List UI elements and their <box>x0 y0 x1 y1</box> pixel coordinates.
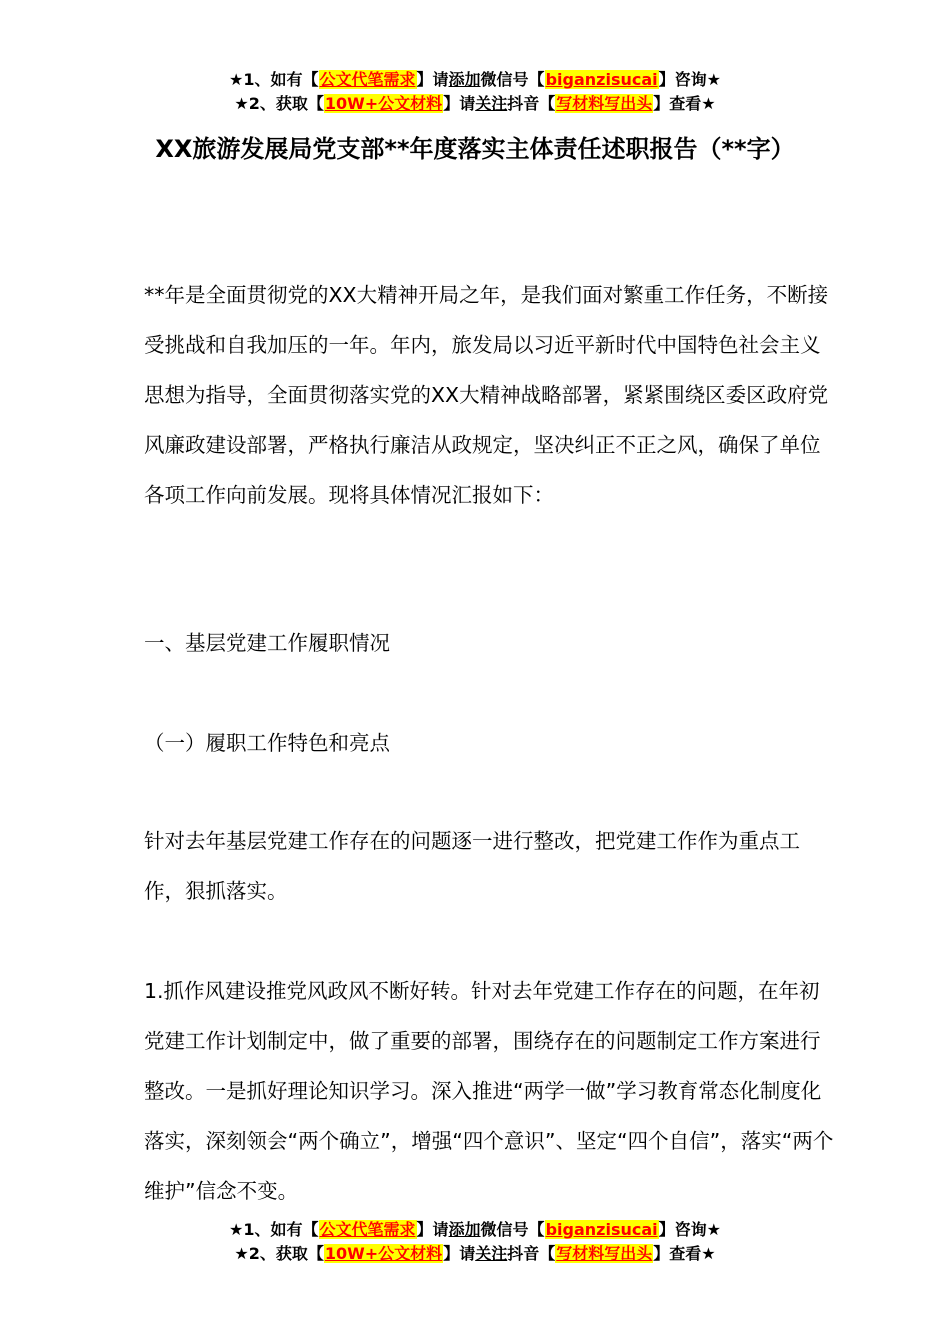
promo-text: 】咨询★ <box>658 70 721 89</box>
subsection-heading: （一）履职工作特色和亮点 <box>144 731 390 755</box>
promo-text: ★1、如有【 <box>229 70 319 89</box>
promo-text: 】查看★ <box>653 94 716 113</box>
promo-line-1 <box>0 1218 950 1242</box>
promo-line-2 <box>0 92 950 116</box>
promo-text: 抖音【 <box>507 1244 556 1263</box>
promo-text: 抖音【 <box>507 94 556 113</box>
promo-line-1 <box>0 68 950 92</box>
promo-highlight-douyin: 写材料写出头 <box>556 1244 653 1263</box>
promo-text: 】请 <box>416 70 449 89</box>
promo-underlined: 添加 <box>448 70 481 89</box>
subsection-intro-paragraph: 针对去年基层党建工作存在的问题逐一进行整改，把党建工作作为重点工作，狠抓落实。 <box>144 829 800 903</box>
promo-highlight-service: 公文代笔需求 <box>319 70 416 89</box>
document-title: XX旅游发展局党支部**年度落实主体责任述职报告（**字） <box>155 135 795 163</box>
intro-paragraph: **年是全面贯彻党的XX大精神开局之年，是我们面对繁重工作任务，不断接受挑战和自我加压的一年。年内，旅发局以习近平新时代中国特色社会主义思想为指导，全面贯彻落实党的XX大精神战略部署，紧紧围绕区委区政府党风廉政建设部署，严格执行廉洁从政规定，坚决纠正不正之风，确保了单位各项工作向前发展。现将具体情况汇报如下： <box>144 283 829 507</box>
promo-highlight-douyin: 写材料写出头 <box>556 94 653 113</box>
promo-text: 】请 <box>443 1244 476 1263</box>
promo-text: 微信号【 <box>480 1220 545 1239</box>
promo-text: 】请 <box>443 94 476 113</box>
promo-highlight-wechat-id: biganzisucai <box>545 1220 658 1239</box>
promo-text: 】查看★ <box>653 1244 716 1263</box>
promo-line-2 <box>0 1242 950 1266</box>
promo-text: ★1、如有【 <box>229 1220 319 1239</box>
promo-text: 】咨询★ <box>658 1220 721 1239</box>
section-heading: 一、基层党建工作履职情况 <box>144 631 390 655</box>
promo-highlight-service: 公文代笔需求 <box>319 1220 416 1239</box>
promo-underlined: 添加 <box>448 1220 481 1239</box>
promo-text: 微信号【 <box>480 70 545 89</box>
promo-text: ★2、获取【 <box>234 1244 324 1263</box>
item-paragraph: 1.抓作风建设推党风政风不断好转。针对去年党建工作存在的问题，在年初党建工作计划制定中，做了重要的部署，围绕存在的问题制定工作方案进行整改。一是抓好理论知识学习。深入推进“两学一做”学习教育常态化制度化落实，深刻领会“两个确立”，增强“四个意识”、坚定“四个自信”，落实“两个维护”信念不变。 <box>144 979 834 1203</box>
promo-underlined: 关注 <box>475 1244 508 1263</box>
promo-banner-top <box>0 68 950 116</box>
promo-highlight-materials: 10W+公文材料 <box>324 1244 443 1263</box>
promo-text: ★2、获取【 <box>234 94 324 113</box>
promo-banner-bottom <box>0 1218 950 1266</box>
promo-text: 】请 <box>416 1220 449 1239</box>
promo-highlight-materials: 10W+公文材料 <box>324 94 443 113</box>
promo-underlined: 关注 <box>475 94 508 113</box>
promo-highlight-wechat-id: biganzisucai <box>545 70 658 89</box>
